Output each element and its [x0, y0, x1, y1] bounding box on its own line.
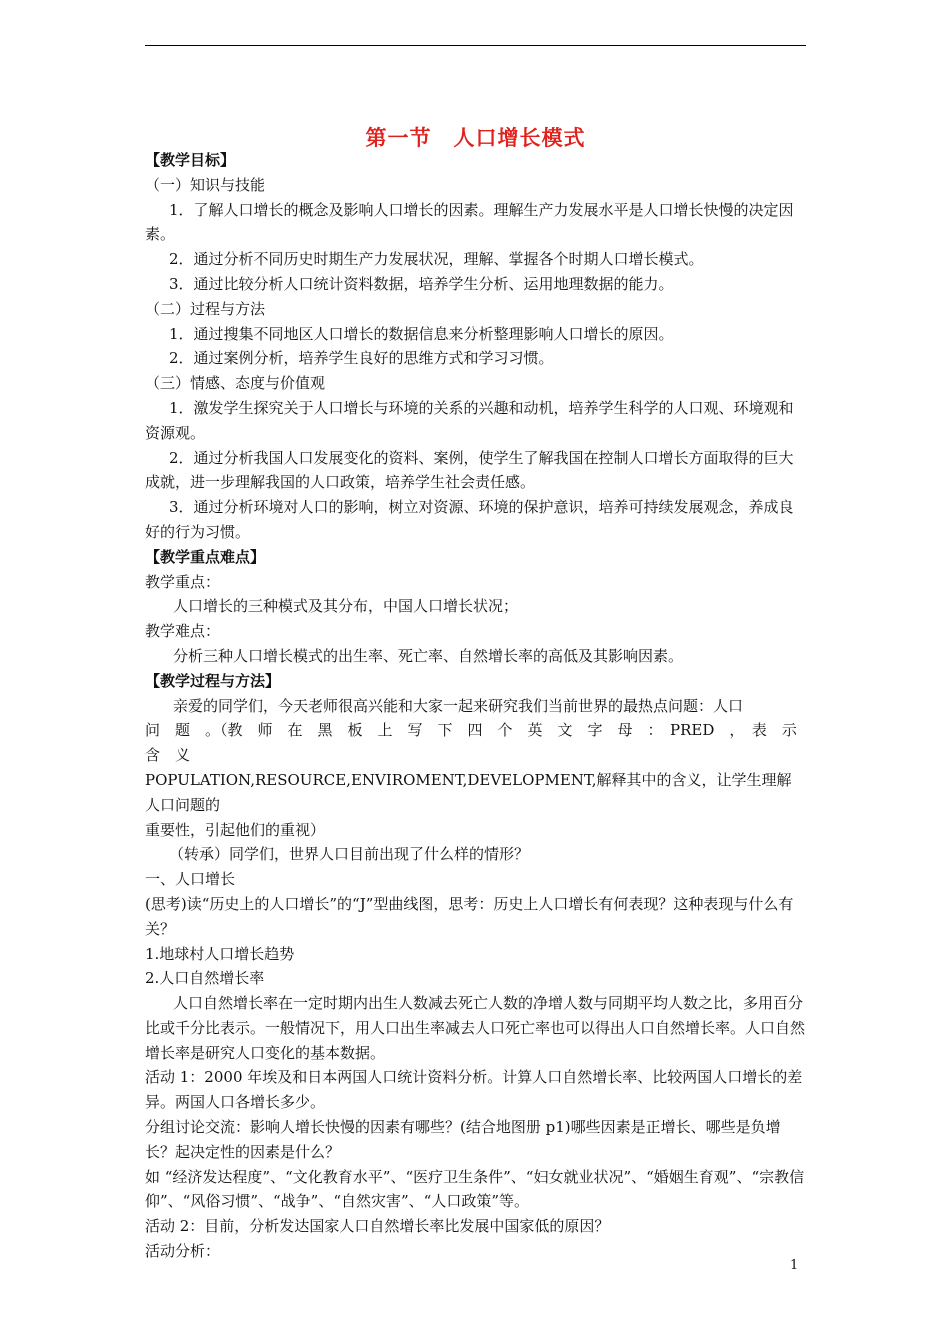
section-heading-key-points: 【教学重点难点】: [145, 547, 266, 566]
list-item: 2.人口自然增长率: [145, 969, 265, 988]
subheading-knowledge: （一）知识与技能: [145, 175, 266, 194]
subheading-population-growth: 一、人口增长: [145, 870, 236, 889]
paragraph: 1．通过搜集不同地区人口增长的数据信息来分析整理影响人口增长的原因。: [169, 324, 674, 343]
list-item: 1.地球村人口增长趋势: [145, 944, 295, 963]
paragraph: 3．通过比较分析人口统计资料数据，培养学生分析、运用地理数据的能力。: [169, 274, 674, 293]
page-number: 1: [790, 1258, 799, 1273]
label-difficult-point: 教学难点：: [145, 622, 221, 641]
paragraph: 2．通过案例分析，培养学生良好的思维方式和学习习惯。: [169, 349, 554, 368]
paragraph-line: 问 题 。（教 师 在 黑 板 上 写 下 四 个 英 文 字 母 ： PRED ， 表 示 含 义: [145, 721, 812, 765]
paragraph: 人口增长的三种模式及其分布，中国人口增长状况；: [173, 597, 519, 616]
paragraph: 2．通过分析不同历史时期生产力发展状况，理解、掌握各个时期人口增长模式。: [169, 250, 704, 269]
document-body: [145, 148, 812, 1264]
paragraph: (思考)读“历史上的人口增长”的“J”型曲线图，思考：历史上人口增长有何表现？这种表现与什么有关？: [145, 894, 794, 938]
paragraph-line: 重要性，引起他们的重视）: [145, 820, 326, 839]
paragraph: 1．激发学生探究关于人口增长与环境的关系的兴趣和动机，培养学生科学的人口观、环境观和资源观。: [145, 398, 794, 442]
paragraph: 分组讨论交流：影响人增长快慢的因素有哪些？(结合地图册 p1)哪些因素是正增长、哪些是负增长？起决定性的因素是什么？: [145, 1118, 781, 1161]
section-heading-process: 【教学过程与方法】: [145, 671, 281, 690]
document-title: 第一节 人口增长模式: [365, 126, 586, 150]
paragraph: 分析三种人口增长模式的出生率、死亡率、自然增长率的高低及其影响因素。: [173, 646, 684, 665]
paragraph: 1．了解人口增长的概念及影响人口增长的因素。理解生产力发展水平是人口增长快慢的决定因素。: [145, 200, 794, 244]
label-key-point: 教学重点：: [145, 572, 221, 591]
paragraph: 活动 2：目前，分析发达国家人口自然增长率比发展中国家低的原因？: [145, 1217, 610, 1236]
subheading-values: （三）情感、态度与价值观: [145, 374, 326, 393]
paragraph: 如 “经济发达程度”、“文化教育水平”、“医疗卫生条件”、“妇女就业状况”、“婚姻生育观”、“宗教信仰”、“风俗习惯”、“战争”、“自然灾害”、“人口政策”等。: [145, 1167, 805, 1211]
paragraph: 活动分析：: [145, 1242, 221, 1261]
paragraph: 活动 1：2000 年埃及和日本两国人口统计资料分析。计算人口自然增长率、比较两国人口增长的差异。两国人口各增长多少。: [145, 1068, 803, 1112]
paragraph-line: POPULATION,RESOURCE,ENVIROMENT,DEVELOPMENT,解释其中的含义，让学生理解人口问题的: [145, 770, 792, 814]
paragraph: 亲爱的同学们，今天老师很高兴能和大家一起来研究我们当前世界的最热点问题：人口: [173, 696, 744, 715]
paragraph: 人口自然增长率在一定时期内出生人数减去死亡人数的净增人数与同期平均人数之比，多用百分比或千分比表示。一般情况下，用人口出生率减去人口死亡率也可以得出人口自然增长率。人口自然增长率是研究人口变化的基本数据。: [145, 994, 806, 1062]
paragraph: 2．通过分析我国人口发展变化的资料、案例，使学生了解我国在控制人口增长方面取得的巨大成就，进一步理解我国的人口政策，培养学生社会责任感。: [145, 448, 794, 492]
section-heading-objectives: 【教学目标】: [145, 151, 236, 169]
header-rule: [145, 45, 806, 46]
paragraph: （转承）同学们，世界人口目前出现了什么样的情形？: [169, 845, 530, 864]
subheading-process: （二）过程与方法: [145, 299, 266, 318]
paragraph: 3．通过分析环境对人口的影响，树立对资源、环境的保护意识，培养可持续发展观念，养成良好的行为习惯。: [145, 498, 794, 541]
